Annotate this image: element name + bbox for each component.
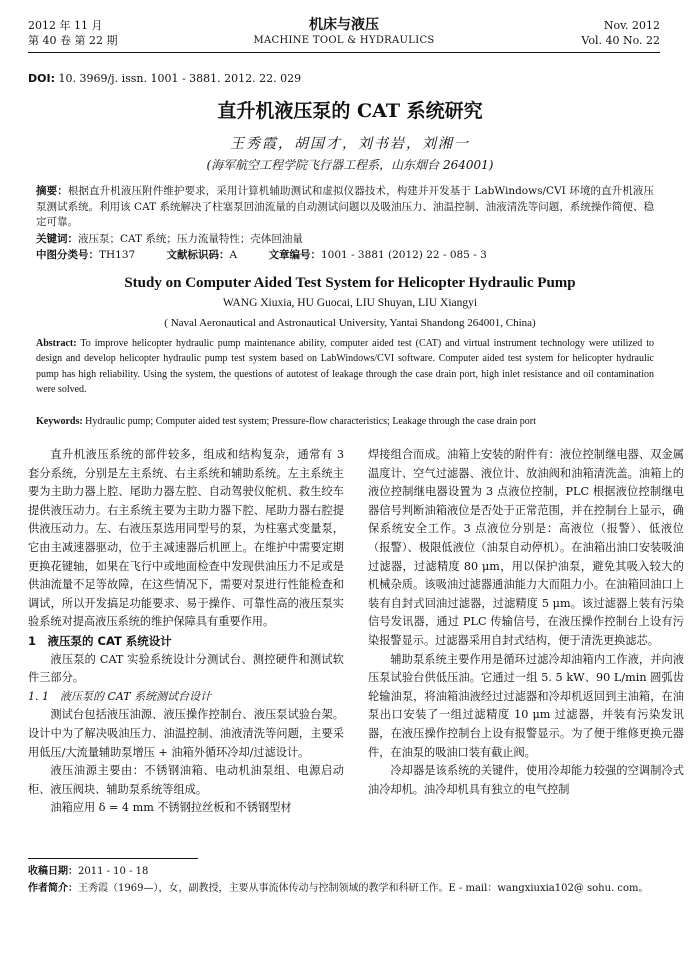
body-paragraph: 辅助泵系统主要作用是循环过滤冷却油箱内工作液，并向液压泵试验台供低压油。它通过一组 5. 5 kW、90 L/min 圆弧齿轮输油泵，将油箱油液经过过滤器和冷却机返回到主油箱，在油泵出口安装了一组过滤精度 10 μm 过滤器，并装有污染发讯器，在液压操作控制台上设有报警显示。为了便于维修更换元器件，在油泵的吸油口装有截止阀。 [368,652,684,759]
header-right [581,18,660,48]
article-no-value: 1001 - 3881 (2012) 22 - 085 - 3 [320,249,487,261]
authors-en: WANG Xiuxia, HU Guocai, LIU Shuyan, LIU Xiangyi [222,297,478,309]
keywords-en [36,414,654,430]
abstract-cn [36,184,654,231]
body-paragraph: 液压泵的 CAT 实验系统设计分测试台、测控硬件和测试软件三部分。 [28,652,344,685]
keywords-en-text: Hydraulic pump; Computer aided test system; Pressure-flow characteristics; Leakage through the case drain port [85,416,536,427]
header-center [28,18,660,48]
author-bio-label: 作者简介： [28,883,78,894]
abstract-cn-text: 根据直升机液压附件维护要求，采用计算机辅助测试和虚拟仪器技术，构建并开发基于 LabWindows/CVI 环境的直升机液压泵测试系统。利用该 CAT 系统解决了柱塞泵回油流量的自动测试问题以及吸油压力、油温控制、油液清洗等问题，系统操作简便、稳定可靠。 [36,185,655,228]
body-paragraph: 焊接组合而成。油箱上安装的附件有：液位控制继电器、双金属温度计、空气过滤器、液位计、放油阀和油箱清洗盖。油箱上的液位控制继电器设置为 3 点液位控制，PLC 根据液位控制继电器信号判断油箱液位是否处于正常范围，并在控制台上显示，确保系统安全工作。3 点液位分别是：高液位（报警）、低液位（报警）、极限低液位（油泵自动停机）。在油箱出油口安装吸油过滤器，过滤精度 80 μm，用以保护油泵，避免其吸入较大的机械杂质。该吸油过滤器通油能力大而阻力小。在油箱回油口上装有自封式回油过滤器，过滤精度 5 μm。该过滤器上装有污染信号发讯器，通过 PLC 传输信号，在液压操作控制台上设有污染报警显示。过滤器采用自封式结构，便于清洗更换滤芯。 [368,448,684,647]
body-paragraph: 液压油源主要由：不锈钢油箱、电动机油泵组、电源启动柜、液压阀块、辅助泵系统等组成。 [28,764,344,796]
body-paragraph: 油箱应用 δ = 4 mm 不锈钢拉丝板和不锈钢型材 [50,801,292,815]
authors-cn: 王秀霞，胡国才，刘书岩，刘湘一 [230,136,470,152]
article-no-label: 文章编号： [268,249,321,261]
journal-name-en: MACHINE TOOL & HYDRAULICS [253,35,435,46]
doi-value: 10. 3969/j. issn. 1001 - 3881. 2012. 22. 029 [58,72,302,85]
running-header [28,18,660,48]
body-column-left [28,446,344,818]
keywords-cn [36,232,654,248]
body-paragraph: 冷却器是该系统的关键件，使用冷却能力较强的空调制冷式油冷却机。油冷却机具有独立的电气控制 [368,764,684,796]
paper-title-cn: 直升机液压泵的 CAT 系统研究 [217,100,483,122]
section-heading: 1 液压泵的 CAT 系统设计 [28,633,172,648]
keywords-en-label: Keywords: [36,416,83,427]
subsection-heading: 1. 1 液压泵的 CAT 系统测试台设计 [28,689,212,703]
journal-name-cn: 机床与液压 [309,17,379,33]
classification-line [36,248,654,264]
body-paragraph: 测试台包括液压油源、液压操作控制台、液压泵试验台架。设计中为了解决吸油压力、油温控制、油液清洗等问题，主要采用低压/大流量辅助泵增压 + 油箱外循环冷却/过滤设计。 [28,708,344,759]
received-label: 收稿日期： [28,866,78,877]
body-column-right [368,446,684,799]
keywords-cn-label: 关键词： [36,233,78,245]
received-value: 2011 - 10 - 18 [78,866,149,877]
abstract-en [36,336,654,397]
body-paragraph: 直升机液压系统的部件较多，组成和结构复杂，通常有 3 套分系统，分别是左主系统、右主系统和辅助系统。左主系统主要为主助力器上腔、尾助力器左腔、自动驾驶仪舵机、救生绞车提供液压动力。右主系统主要为主助力器下腔、尾助力器右腔提供液压动力。左、右液压泵选用同型号的泵，为柱塞式变量泵，它由主减速器驱动，位于主减速器后机匣上。在维护中需要定期更换花键轴，如果在飞行中或地面检查中发现供油压力不足或是供油流量不足等故障，在这些情况下，需要对泵进行性能检查和调试，所以开发搞足功能要求、易于操作、可靠性高的液压泵实验系统对提高液压系统的维护保障具有重要作用。 [28,448,344,629]
doi-line [28,72,301,85]
issue-volume-en: Vol. 40 No. 22 [581,34,660,47]
abstract-cn-label: 摘要： [36,185,68,197]
doi-label: DOI: [28,72,55,85]
affiliation-en: ( Naval Aeronautical and Astronautical University, Yantai Shandong 264001, China) [164,317,536,329]
doc-code-value: A [229,249,238,261]
abstract-en-label: Abstract: [36,338,77,349]
doc-code-label: 文献标识码： [166,249,230,261]
abstract-en-text: To improve helicopter hydraulic pump maintenance ability, computer aided test (CAT) and virtual instrument technology were utilized to design and develop helicopter hydraulic pump test system based on LabWindows/CVI software. Computer aided test system for helicopter hydraulic pump has high reliability. Using the system, the questions of autotest of leakage through the case drain port, high inlet resistance and oil contamination were solved. [36,338,654,395]
clc-label: 中图分类号： [36,249,99,261]
issue-date-cn: 2012 年 11 月 [28,19,103,32]
clc-value: TH137 [99,249,136,261]
author-bio-text: 王秀霞（1969—），女，副教授，主要从事流体传动与控制领域的教学和科研工作。E - mail：wangxiuxia102@ sohu. com。 [78,883,649,894]
issue-volume-cn: 第 40 卷 第 22 期 [28,34,118,47]
affiliation-cn: (海军航空工程学院飞行器工程系，山东烟台 264001) [206,158,494,172]
header-rule [28,52,660,53]
received-date [28,864,660,879]
paper-title-en: Study on Computer Aided Test System for Helicopter Hydraulic Pump [124,275,576,291]
keywords-cn-text: 液压泵；CAT 系统；压力流量特性；壳体回油量 [78,233,303,245]
footnote-rule [28,858,198,859]
author-bio [28,881,660,896]
issue-date-en: Nov. 2012 [603,19,660,32]
